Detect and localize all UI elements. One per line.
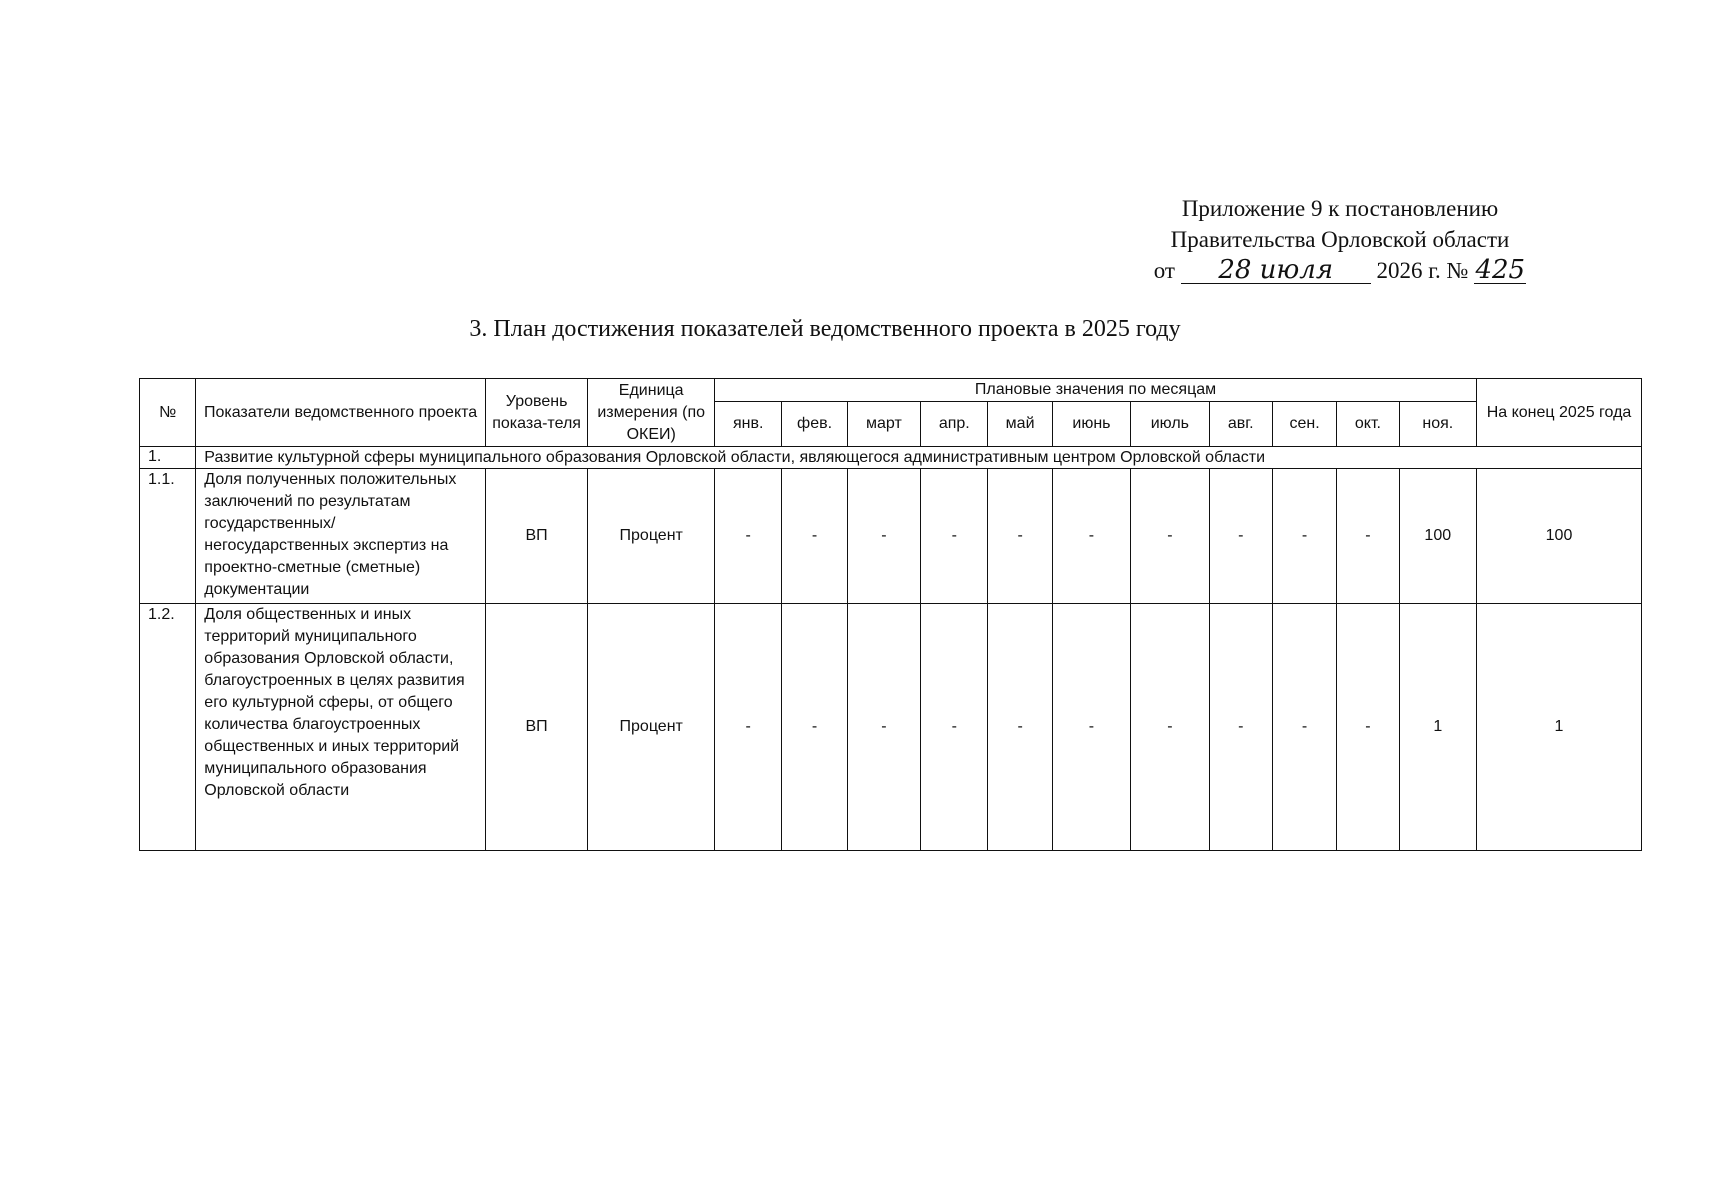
row-month-value: -	[782, 604, 847, 851]
row-month-value: -	[1209, 604, 1272, 851]
row-month-value: -	[1337, 469, 1399, 604]
row-level: ВП	[485, 604, 588, 851]
row-indicator: Доля полученных положительных заключений по результатам государственных/ негосударственных экспертиз на проектно-сметные (сметные) документации	[196, 469, 486, 604]
approval-header	[1100, 193, 1580, 286]
month-header: сен.	[1272, 402, 1336, 447]
month-header: фев.	[782, 402, 847, 447]
header-end-of-year: На конец 2025 года	[1477, 379, 1642, 447]
row-month-value: -	[1209, 469, 1272, 604]
plan-table	[139, 378, 1642, 851]
month-header: июль	[1131, 402, 1209, 447]
row-month-value: -	[715, 604, 782, 851]
month-header: янв.	[715, 402, 782, 447]
row-month-value: -	[988, 604, 1052, 851]
row-month-value: -	[1052, 469, 1130, 604]
section-number: 1.	[140, 447, 196, 469]
row-month-value: -	[1272, 469, 1336, 604]
month-header: авг.	[1209, 402, 1272, 447]
header-indicator: Показатели ведомственного проекта	[196, 379, 486, 447]
month-header: июнь	[1052, 402, 1130, 447]
section-title: Развитие культурной сферы муниципального образования Орловской области, являющегося административным центром Орловской области	[196, 447, 1642, 469]
header-year: 2026 г. №	[1376, 258, 1469, 283]
row-month-value: -	[847, 469, 920, 604]
header-level: Уровень показа-теля	[485, 379, 588, 447]
row-month-value: -	[988, 469, 1052, 604]
month-header: март	[847, 402, 920, 447]
header-planned-values: Плановые значения по месяцам	[715, 379, 1477, 402]
row-number: 1.1.	[140, 469, 196, 604]
section-row	[140, 447, 1642, 469]
row-number: 1.2.	[140, 604, 196, 851]
row-unit: Процент	[588, 469, 715, 604]
row-end-value: 1	[1477, 604, 1642, 851]
row-unit: Процент	[588, 604, 715, 851]
table-row	[140, 469, 1642, 604]
row-month-value: -	[921, 604, 988, 851]
handwritten-date: 28 июля	[1181, 257, 1371, 284]
row-month-value: 100	[1399, 469, 1476, 604]
row-month-value: -	[921, 469, 988, 604]
row-month-value: 1	[1399, 604, 1476, 851]
document-title: 3. План достижения показателей ведомственного проекта в 2025 году	[469, 316, 1181, 342]
handwritten-number: 425	[1475, 255, 1526, 285]
header-prefix: от	[1153, 258, 1175, 283]
month-header: апр.	[921, 402, 988, 447]
month-header: окт.	[1337, 402, 1399, 447]
row-month-value: -	[847, 604, 920, 851]
row-month-value: -	[1337, 604, 1399, 851]
row-indicator: Доля общественных и иных территорий муниципального образования Орловской области, благоустроенных в целях развития его культурной сферы, от общего количества благоустроенных общественных и иных территорий муниципального образования Орловской области	[196, 604, 486, 851]
header-line-2: Правительства Орловской области	[1170, 227, 1510, 252]
row-end-value: 100	[1477, 469, 1642, 604]
month-header: май	[988, 402, 1052, 447]
row-month-value: -	[1131, 604, 1209, 851]
header-unit: Единица измерения (по ОКЕИ)	[588, 379, 715, 447]
header-number: №	[140, 379, 196, 447]
row-month-value: -	[1272, 604, 1336, 851]
table-row	[140, 604, 1642, 851]
row-month-value: -	[1131, 469, 1209, 604]
row-month-value: -	[715, 469, 782, 604]
row-month-value: -	[1052, 604, 1130, 851]
row-month-value: -	[782, 469, 847, 604]
row-level: ВП	[485, 469, 588, 604]
header-date-line	[1100, 255, 1580, 286]
month-header: ноя.	[1399, 402, 1476, 447]
header-line-1: Приложение 9 к постановлению	[1181, 196, 1499, 221]
